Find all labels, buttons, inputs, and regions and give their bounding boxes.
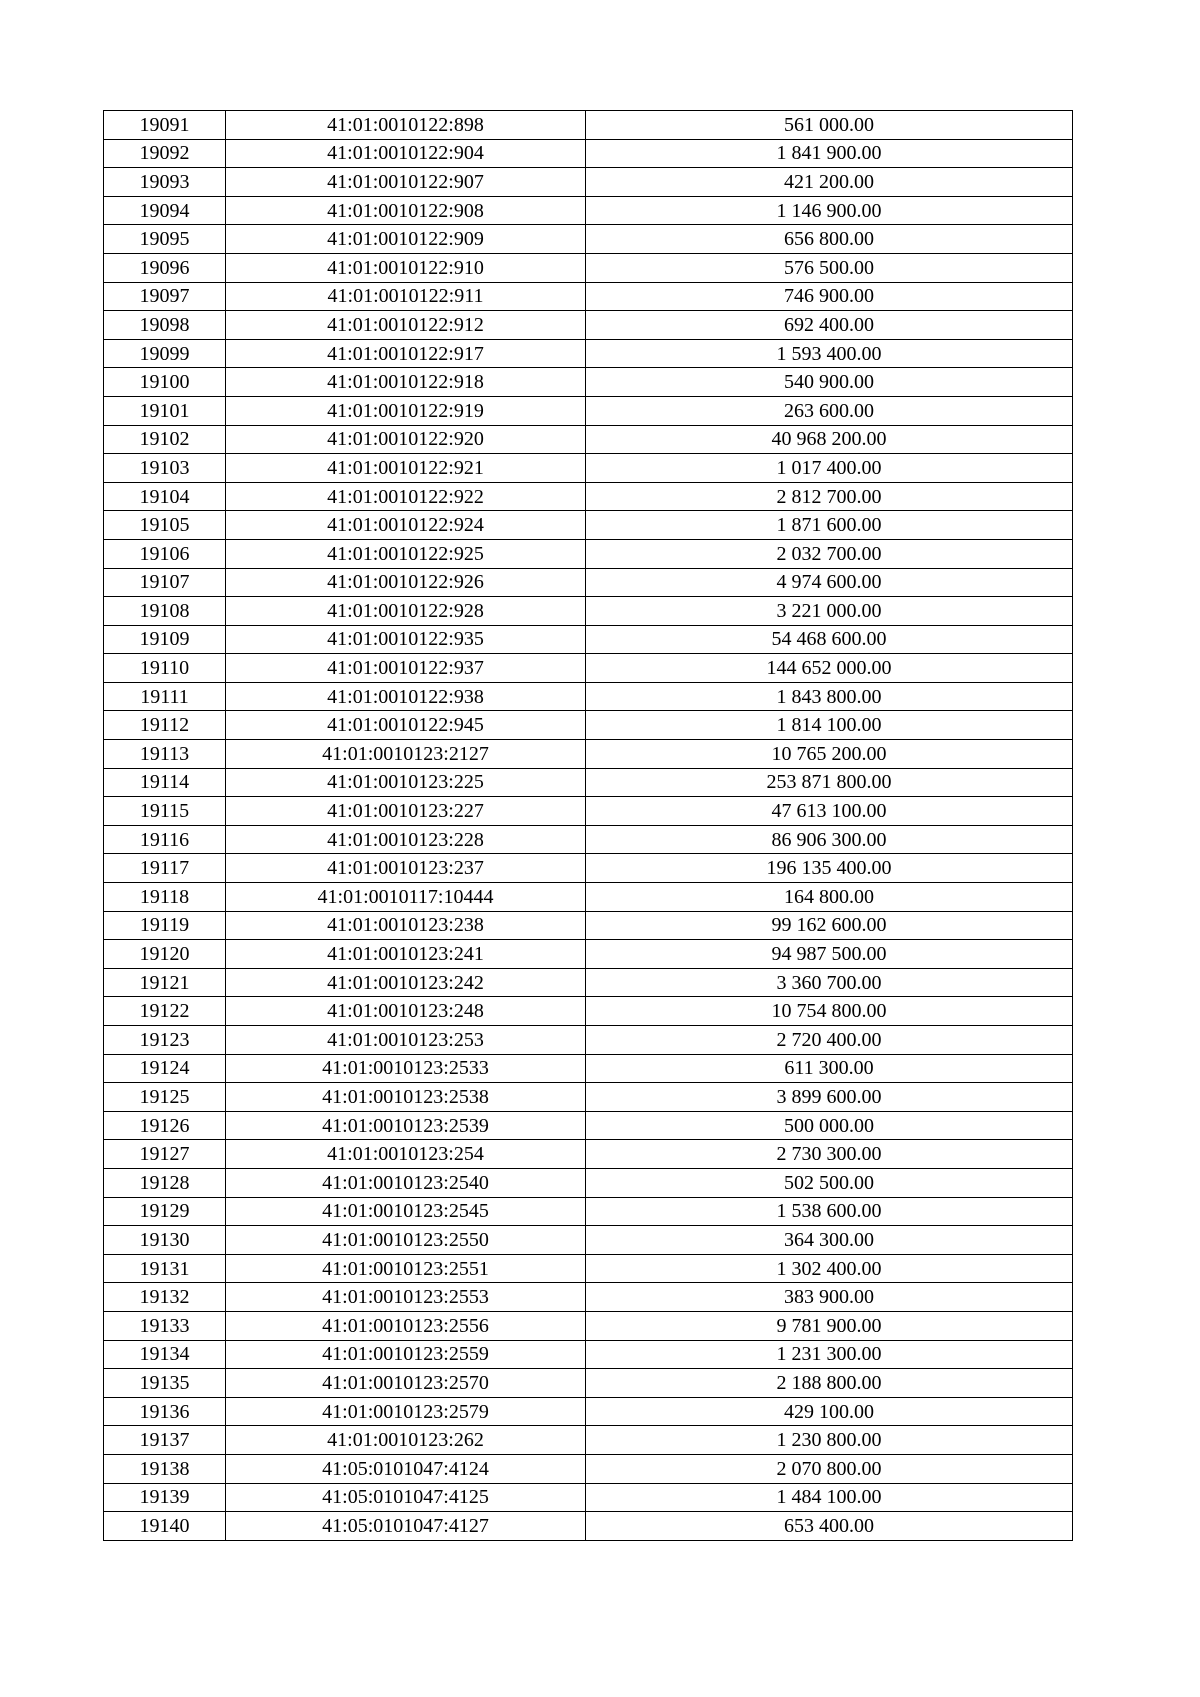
row-number-cell: 19123 xyxy=(104,1026,226,1055)
cadastral-number-cell: 41:01:0010123:228 xyxy=(226,825,586,854)
cadastral-value-cell: 746 900.00 xyxy=(586,282,1073,311)
cadastral-number-cell: 41:01:0010123:2570 xyxy=(226,1369,586,1398)
row-number-cell: 19121 xyxy=(104,968,226,997)
table-row xyxy=(104,682,1073,711)
table-row xyxy=(104,740,1073,769)
row-number-cell: 19093 xyxy=(104,168,226,197)
row-number-cell: 19105 xyxy=(104,511,226,540)
cadastral-value-cell: 1 593 400.00 xyxy=(586,339,1073,368)
cadastral-value-cell: 40 968 200.00 xyxy=(586,425,1073,454)
cadastral-number-cell: 41:01:0010123:262 xyxy=(226,1426,586,1455)
cadastral-value-cell: 47 613 100.00 xyxy=(586,797,1073,826)
cadastral-number-cell: 41:01:0010122:912 xyxy=(226,311,586,340)
table-row xyxy=(104,1083,1073,1112)
table-row xyxy=(104,711,1073,740)
row-number-cell: 19134 xyxy=(104,1340,226,1369)
cadastral-value-cell: 1 871 600.00 xyxy=(586,511,1073,540)
cadastral-number-cell: 41:01:0010122:922 xyxy=(226,482,586,511)
table-row xyxy=(104,1483,1073,1512)
cadastral-number-cell: 41:01:0010123:2540 xyxy=(226,1168,586,1197)
cadastral-number-cell: 41:01:0010123:254 xyxy=(226,1140,586,1169)
table-row xyxy=(104,940,1073,969)
cadastral-number-cell: 41:01:0010123:2556 xyxy=(226,1311,586,1340)
row-number-cell: 19120 xyxy=(104,940,226,969)
cadastral-value-cell: 1 484 100.00 xyxy=(586,1483,1073,1512)
row-number-cell: 19136 xyxy=(104,1397,226,1426)
cadastral-number-cell: 41:01:0010123:2553 xyxy=(226,1283,586,1312)
cadastral-value-cell: 500 000.00 xyxy=(586,1111,1073,1140)
table-row xyxy=(104,425,1073,454)
cadastral-value-cell: 1 302 400.00 xyxy=(586,1254,1073,1283)
table-row xyxy=(104,883,1073,912)
row-number-cell: 19101 xyxy=(104,396,226,425)
table-row xyxy=(104,597,1073,626)
cadastral-number-cell: 41:01:0010123:241 xyxy=(226,940,586,969)
table-row xyxy=(104,1140,1073,1169)
row-number-cell: 19122 xyxy=(104,997,226,1026)
cadastral-number-cell: 41:01:0010123:2538 xyxy=(226,1083,586,1112)
cadastral-number-cell: 41:01:0010123:2533 xyxy=(226,1054,586,1083)
cadastral-value-cell: 3 221 000.00 xyxy=(586,597,1073,626)
cadastral-number-cell: 41:01:0010117:10444 xyxy=(226,883,586,912)
table-row xyxy=(104,1340,1073,1369)
table-row xyxy=(104,111,1073,140)
cadastral-value-cell: 1 230 800.00 xyxy=(586,1426,1073,1455)
table-row xyxy=(104,568,1073,597)
cadastral-value-cell: 3 899 600.00 xyxy=(586,1083,1073,1112)
row-number-cell: 19114 xyxy=(104,768,226,797)
row-number-cell: 19126 xyxy=(104,1111,226,1140)
table-row xyxy=(104,225,1073,254)
cadastral-value-cell: 10 754 800.00 xyxy=(586,997,1073,1026)
row-number-cell: 19115 xyxy=(104,797,226,826)
row-number-cell: 19112 xyxy=(104,711,226,740)
table-row xyxy=(104,396,1073,425)
cadastral-number-cell: 41:05:0101047:4125 xyxy=(226,1483,586,1512)
cadastral-number-cell: 41:01:0010122:937 xyxy=(226,654,586,683)
row-number-cell: 19131 xyxy=(104,1254,226,1283)
table-row xyxy=(104,1512,1073,1541)
table-row xyxy=(104,454,1073,483)
table-row xyxy=(104,1054,1073,1083)
table-row xyxy=(104,539,1073,568)
cadastral-value-cell: 1 841 900.00 xyxy=(586,139,1073,168)
row-number-cell: 19095 xyxy=(104,225,226,254)
table-row xyxy=(104,1197,1073,1226)
table-row xyxy=(104,168,1073,197)
row-number-cell: 19128 xyxy=(104,1168,226,1197)
cadastral-value-table xyxy=(103,110,1073,1541)
row-number-cell: 19135 xyxy=(104,1369,226,1398)
table-row xyxy=(104,368,1073,397)
table-row xyxy=(104,1397,1073,1426)
table-body xyxy=(104,111,1073,1541)
row-number-cell: 19133 xyxy=(104,1311,226,1340)
cadastral-number-cell: 41:01:0010122:938 xyxy=(226,682,586,711)
cadastral-value-cell: 263 600.00 xyxy=(586,396,1073,425)
row-number-cell: 19097 xyxy=(104,282,226,311)
row-number-cell: 19138 xyxy=(104,1454,226,1483)
cadastral-value-cell: 561 000.00 xyxy=(586,111,1073,140)
row-number-cell: 19125 xyxy=(104,1083,226,1112)
cadastral-number-cell: 41:01:0010122:917 xyxy=(226,339,586,368)
cadastral-value-cell: 3 360 700.00 xyxy=(586,968,1073,997)
cadastral-value-cell: 429 100.00 xyxy=(586,1397,1073,1426)
row-number-cell: 19092 xyxy=(104,139,226,168)
cadastral-value-cell: 164 800.00 xyxy=(586,883,1073,912)
table-row xyxy=(104,1454,1073,1483)
row-number-cell: 19132 xyxy=(104,1283,226,1312)
cadastral-value-cell: 692 400.00 xyxy=(586,311,1073,340)
cadastral-number-cell: 41:01:0010122:909 xyxy=(226,225,586,254)
table-row xyxy=(104,1283,1073,1312)
cadastral-value-cell: 1 814 100.00 xyxy=(586,711,1073,740)
cadastral-number-cell: 41:01:0010122:928 xyxy=(226,597,586,626)
cadastral-number-cell: 41:01:0010123:225 xyxy=(226,768,586,797)
table-row xyxy=(104,139,1073,168)
row-number-cell: 19109 xyxy=(104,625,226,654)
cadastral-value-cell: 9 781 900.00 xyxy=(586,1311,1073,1340)
row-number-cell: 19098 xyxy=(104,311,226,340)
cadastral-number-cell: 41:01:0010122:935 xyxy=(226,625,586,654)
cadastral-number-cell: 41:01:0010122:898 xyxy=(226,111,586,140)
cadastral-number-cell: 41:01:0010123:238 xyxy=(226,911,586,940)
row-number-cell: 19091 xyxy=(104,111,226,140)
cadastral-value-cell: 2 720 400.00 xyxy=(586,1026,1073,1055)
table-row xyxy=(104,1369,1073,1398)
cadastral-value-cell: 99 162 600.00 xyxy=(586,911,1073,940)
table-row xyxy=(104,339,1073,368)
cadastral-number-cell: 41:01:0010123:253 xyxy=(226,1026,586,1055)
table-row xyxy=(104,1168,1073,1197)
row-number-cell: 19107 xyxy=(104,568,226,597)
cadastral-value-cell: 383 900.00 xyxy=(586,1283,1073,1312)
cadastral-value-cell: 1 231 300.00 xyxy=(586,1340,1073,1369)
table-row xyxy=(104,911,1073,940)
cadastral-value-cell: 364 300.00 xyxy=(586,1226,1073,1255)
cadastral-value-cell: 1 538 600.00 xyxy=(586,1197,1073,1226)
cadastral-number-cell: 41:01:0010122:945 xyxy=(226,711,586,740)
cadastral-number-cell: 41:01:0010122:919 xyxy=(226,396,586,425)
cadastral-value-cell: 4 974 600.00 xyxy=(586,568,1073,597)
table-row xyxy=(104,625,1073,654)
table-row xyxy=(104,1254,1073,1283)
table-row xyxy=(104,854,1073,883)
row-number-cell: 19124 xyxy=(104,1054,226,1083)
row-number-cell: 19116 xyxy=(104,825,226,854)
row-number-cell: 19096 xyxy=(104,253,226,282)
cadastral-number-cell: 41:01:0010123:2127 xyxy=(226,740,586,769)
row-number-cell: 19113 xyxy=(104,740,226,769)
cadastral-number-cell: 41:01:0010122:920 xyxy=(226,425,586,454)
cadastral-number-cell: 41:01:0010122:924 xyxy=(226,511,586,540)
cadastral-value-cell: 611 300.00 xyxy=(586,1054,1073,1083)
row-number-cell: 19129 xyxy=(104,1197,226,1226)
cadastral-number-cell: 41:01:0010123:2545 xyxy=(226,1197,586,1226)
cadastral-number-cell: 41:01:0010123:242 xyxy=(226,968,586,997)
cadastral-number-cell: 41:01:0010123:227 xyxy=(226,797,586,826)
row-number-cell: 19104 xyxy=(104,482,226,511)
cadastral-value-cell: 2 730 300.00 xyxy=(586,1140,1073,1169)
row-number-cell: 19139 xyxy=(104,1483,226,1512)
cadastral-value-cell: 653 400.00 xyxy=(586,1512,1073,1541)
cadastral-value-cell: 421 200.00 xyxy=(586,168,1073,197)
cadastral-value-cell: 54 468 600.00 xyxy=(586,625,1073,654)
row-number-cell: 19110 xyxy=(104,654,226,683)
cadastral-value-cell: 1 017 400.00 xyxy=(586,454,1073,483)
cadastral-value-cell: 502 500.00 xyxy=(586,1168,1073,1197)
cadastral-value-cell: 656 800.00 xyxy=(586,225,1073,254)
row-number-cell: 19119 xyxy=(104,911,226,940)
cadastral-value-cell: 144 652 000.00 xyxy=(586,654,1073,683)
cadastral-number-cell: 41:01:0010122:925 xyxy=(226,539,586,568)
row-number-cell: 19106 xyxy=(104,539,226,568)
table-row xyxy=(104,253,1073,282)
cadastral-number-cell: 41:01:0010123:2539 xyxy=(226,1111,586,1140)
table-row xyxy=(104,311,1073,340)
table-row xyxy=(104,282,1073,311)
cadastral-value-cell: 2 188 800.00 xyxy=(586,1369,1073,1398)
row-number-cell: 19111 xyxy=(104,682,226,711)
cadastral-number-cell: 41:01:0010122:908 xyxy=(226,196,586,225)
cadastral-value-cell: 253 871 800.00 xyxy=(586,768,1073,797)
cadastral-value-cell: 86 906 300.00 xyxy=(586,825,1073,854)
row-number-cell: 19102 xyxy=(104,425,226,454)
row-number-cell: 19099 xyxy=(104,339,226,368)
cadastral-number-cell: 41:01:0010122:926 xyxy=(226,568,586,597)
cadastral-number-cell: 41:01:0010122:911 xyxy=(226,282,586,311)
cadastral-number-cell: 41:01:0010122:921 xyxy=(226,454,586,483)
row-number-cell: 19140 xyxy=(104,1512,226,1541)
row-number-cell: 19137 xyxy=(104,1426,226,1455)
table-row xyxy=(104,1426,1073,1455)
cadastral-value-cell: 576 500.00 xyxy=(586,253,1073,282)
cadastral-number-cell: 41:01:0010123:248 xyxy=(226,997,586,1026)
table-row xyxy=(104,196,1073,225)
table-row xyxy=(104,1026,1073,1055)
cadastral-number-cell: 41:01:0010122:910 xyxy=(226,253,586,282)
row-number-cell: 19108 xyxy=(104,597,226,626)
table-row xyxy=(104,482,1073,511)
cadastral-value-cell: 10 765 200.00 xyxy=(586,740,1073,769)
table-row xyxy=(104,825,1073,854)
row-number-cell: 19130 xyxy=(104,1226,226,1255)
cadastral-number-cell: 41:05:0101047:4124 xyxy=(226,1454,586,1483)
table-row xyxy=(104,1311,1073,1340)
cadastral-number-cell: 41:01:0010123:2551 xyxy=(226,1254,586,1283)
cadastral-value-cell: 2 032 700.00 xyxy=(586,539,1073,568)
row-number-cell: 19118 xyxy=(104,883,226,912)
table-row xyxy=(104,654,1073,683)
cadastral-value-cell: 1 146 900.00 xyxy=(586,196,1073,225)
row-number-cell: 19117 xyxy=(104,854,226,883)
cadastral-value-cell: 196 135 400.00 xyxy=(586,854,1073,883)
table-row xyxy=(104,968,1073,997)
table-row xyxy=(104,768,1073,797)
cadastral-number-cell: 41:05:0101047:4127 xyxy=(226,1512,586,1541)
cadastral-number-cell: 41:01:0010123:237 xyxy=(226,854,586,883)
table-row xyxy=(104,997,1073,1026)
cadastral-value-cell: 540 900.00 xyxy=(586,368,1073,397)
cadastral-value-cell: 1 843 800.00 xyxy=(586,682,1073,711)
cadastral-number-cell: 41:01:0010122:904 xyxy=(226,139,586,168)
row-number-cell: 19127 xyxy=(104,1140,226,1169)
cadastral-value-cell: 2 070 800.00 xyxy=(586,1454,1073,1483)
cadastral-value-cell: 2 812 700.00 xyxy=(586,482,1073,511)
cadastral-number-cell: 41:01:0010123:2550 xyxy=(226,1226,586,1255)
cadastral-number-cell: 41:01:0010122:918 xyxy=(226,368,586,397)
table-row xyxy=(104,797,1073,826)
table-row xyxy=(104,1111,1073,1140)
row-number-cell: 19100 xyxy=(104,368,226,397)
cadastral-number-cell: 41:01:0010123:2579 xyxy=(226,1397,586,1426)
cadastral-number-cell: 41:01:0010123:2559 xyxy=(226,1340,586,1369)
table-row xyxy=(104,1226,1073,1255)
table-row xyxy=(104,511,1073,540)
cadastral-value-cell: 94 987 500.00 xyxy=(586,940,1073,969)
row-number-cell: 19094 xyxy=(104,196,226,225)
row-number-cell: 19103 xyxy=(104,454,226,483)
cadastral-number-cell: 41:01:0010122:907 xyxy=(226,168,586,197)
